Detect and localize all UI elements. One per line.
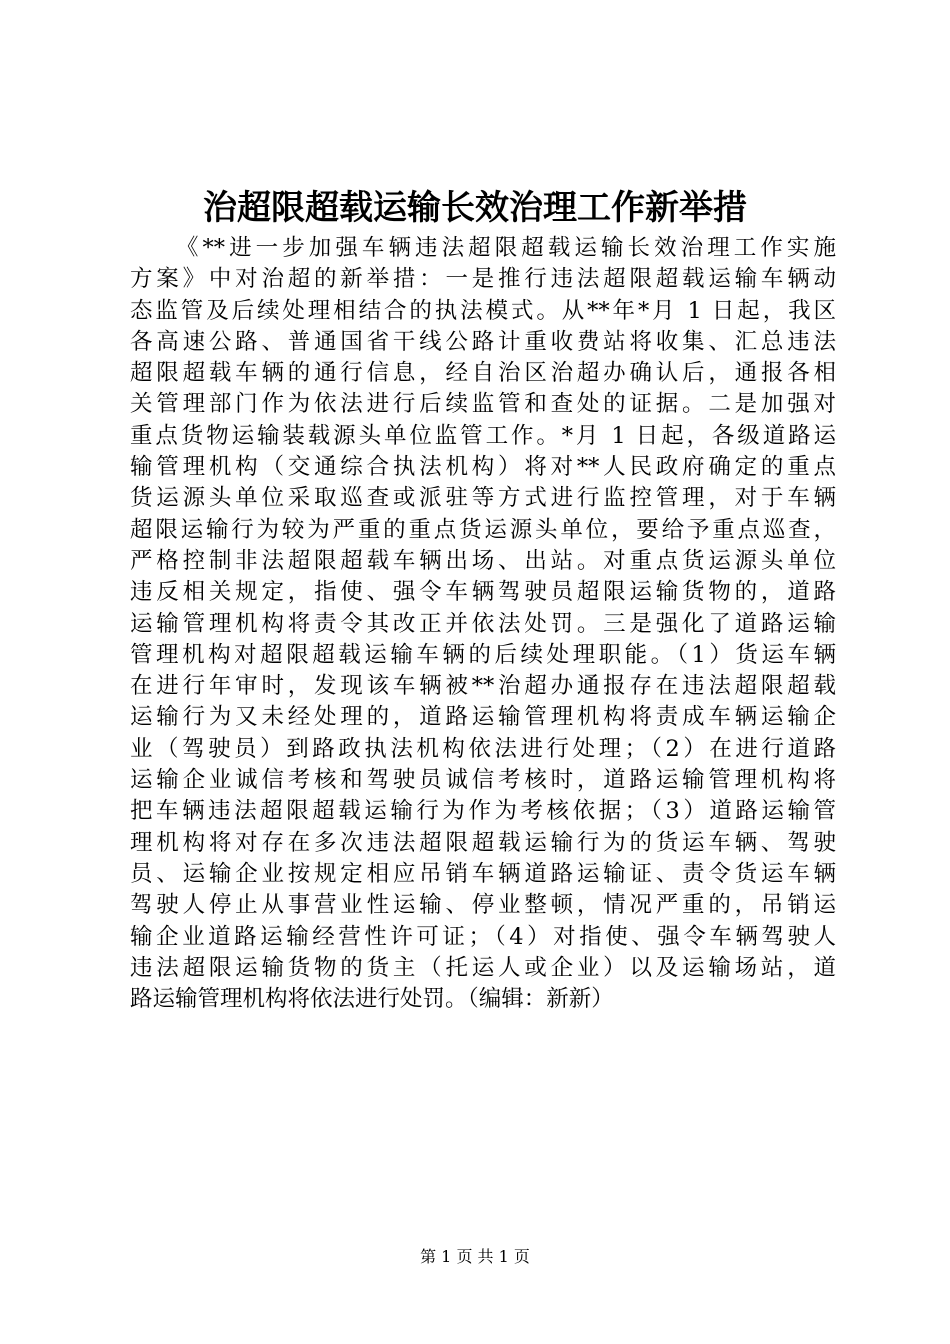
body-line: 运输行为又未经处理的，道路运输管理机构将责成车辆运输企 xyxy=(130,704,836,731)
body-line: 《**进一步加强车辆违法超限超载运输长效治理工作实施 xyxy=(176,235,836,261)
body-line: 各高速公路、普通国省干线公路计重收费站将收集、汇总违法 xyxy=(130,328,836,355)
body-line: 业（驾驶员）到路政执法机构依法进行处理；（2）在进行道路 xyxy=(130,735,836,762)
body-line: 重点货物运输装载源头单位监管工作。*月 1 日起，各级道路运 xyxy=(130,422,836,449)
body-line: 员、运输企业按规定相应吊销车辆道路运输证、责令货运车辆 xyxy=(130,860,836,887)
body-line: 路运输管理机构将依法进行处罚。（编辑：新新） xyxy=(130,986,614,1013)
body-line: 严格控制非法超限超载车辆出场、出站。对重点货运源头单位 xyxy=(130,547,836,574)
document-title: 治超限超载运输长效治理工作新举措 xyxy=(203,188,747,228)
body-line: 违反相关规定，指使、强令车辆驾驶员超限运输货物的，道路 xyxy=(130,579,836,606)
body-line: 理机构将对存在多次违法超限超载运输行为的货运车辆、驾驶 xyxy=(130,829,836,856)
body-line: 输管理机构（交通综合执法机构）将对**人民政府确定的重点 xyxy=(130,454,836,481)
body-line: 运输管理机构将责令其改正并依法处罚。三是强化了道路运输 xyxy=(130,610,836,637)
body-line: 超限运输行为较为严重的重点货运源头单位，要给予重点巡查， xyxy=(130,516,836,543)
body-line: 方案》中对治超的新举措：一是推行违法超限超载运输车辆动 xyxy=(130,266,836,293)
body-line: 超限超载车辆的通行信息，经自治区治超办确认后，通报各相 xyxy=(130,360,836,387)
body-line: 货运源头单位采取巡查或派驻等方式进行监控管理，对于车辆 xyxy=(130,485,836,512)
body-line: 驾驶人停止从事营业性运输、停业整顿，情况严重的，吊销运 xyxy=(130,892,836,919)
body-line: 把车辆违法超限超载运输行为作为考核依据；（3）道路运输管 xyxy=(130,798,836,825)
body-line: 输企业道路运输经营性许可证；（4）对指使、强令车辆驾驶人 xyxy=(130,923,836,950)
document-body xyxy=(130,233,836,1015)
body-line: 违法超限运输货物的货主（托运人或企业）以及运输场站，道 xyxy=(130,954,836,981)
body-line: 运输企业诚信考核和驾驶员诚信考核时，道路运输管理机构将 xyxy=(130,767,836,794)
body-line: 态监管及后续处理相结合的执法模式。从**年*月 1 日起，我区 xyxy=(130,297,836,324)
page-number: 第 1 页 共 1 页 xyxy=(420,1247,530,1266)
body-line: 在进行年审时，发现该车辆被**治超办通报存在违法超限超载 xyxy=(130,673,836,700)
body-line: 关管理部门作为依法进行后续监管和查处的证据。二是加强对 xyxy=(130,391,836,418)
body-line: 管理机构对超限超载运输车辆的后续处理职能。（1）货运车辆 xyxy=(130,641,836,668)
